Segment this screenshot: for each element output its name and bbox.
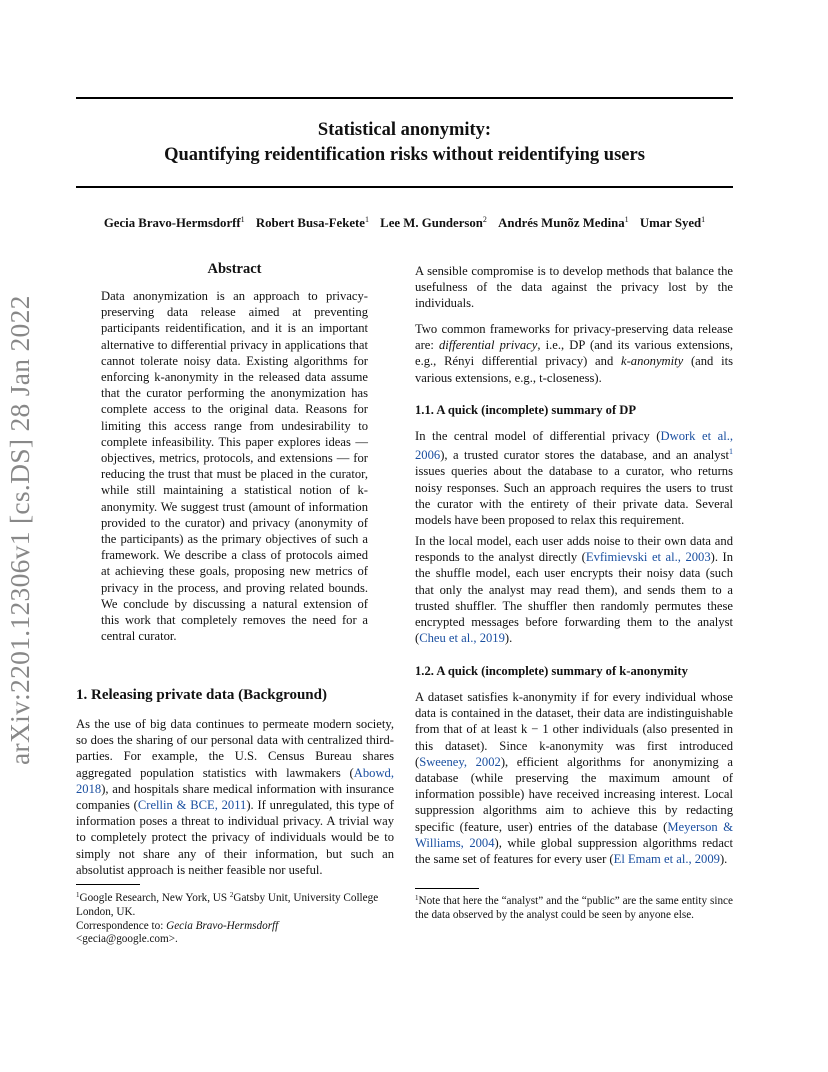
subsection-1-1-heading: 1.1. A quick (incomplete) summary of DP [415,403,637,417]
email[interactable]: <gecia@google.com>. [76,933,178,946]
section-1-body [76,716,394,878]
author: Gecia Bravo-Hermsdorff$^1$ [103,215,245,230]
title-bottom-rule [76,186,733,188]
paper-title [76,118,733,168]
abstract-body [101,288,368,644]
subsection-1-2-heading: 1.2. A quick (incomplete) summary of k-anonymity [415,664,688,678]
right-paragraph-2: Two common frameworks for privacy-preserving data release are: differential privacy, i.e., DP (and its various extensions, e.g., Rényi differential privacy) and k-anonymity (and its various extensions, e.g., t-closeness). [415,322,733,385]
citation-link[interactable]: Evfimievski et al., 2003 [585,550,711,565]
title-line-1: Statistical anonymity: [317,120,492,140]
citation-link[interactable]: El Emam et al., 2009 [613,852,720,867]
affiliation-footnote: $^1$Google Research, New York, US $^2$Gatsby Unit, University College London, UK. Correspondence to: Gecia Bravo-Hermsdorff <gecia@google.com>. [76,889,394,947]
footnote-rule [415,888,479,889]
title-line-2: Quantifying reidentification risks without reidentifying users [164,145,645,165]
author: Lee M. Gunderson$^2$ [380,215,487,230]
author: Umar Syed$^1$ [639,215,706,230]
author: Robert Busa-Fekete$^1$ [255,215,369,230]
corresponding-author: Gecia Bravo-Hermsdorff [166,919,279,932]
footnote-marker[interactable]: 1 [729,447,733,457]
top-rule [76,97,733,99]
paragraph: As the use of big data continues to permeate modern society, so does the sharing of our personal data with centralized third-parties. For example, the U.S. Census Bureau shares aggregated population statistics with lawmakers (Abowd, 2018), and hospitals share medical information with insurance companies (Crellin & BCE, 2011). If unregulated, this type of information poses a threat to individual privacy. A trivial way to completely protect the privacy of individuals would be to simply not share any of their information, but such an absolutist approach is neither feasible nor useful. [76,717,394,877]
dp-paragraph-1: In the central model of differential privacy (Dwork et al., 2006), a trusted curator stores the database, and an analyst$^1$ issues queries about the database to a curator, who returns noisy responses. Such an approach requires the users to trust the curator with the entirety of their private data. Several models have been proposed to relax this requirement. [415,429,734,528]
dp-paragraph-2: In the local model, each user adds noise to their own data and responds to the analyst directly (Evfimievski et al., 2003). In the shuffle model, each user encrypts their noisy data (such that only the analyst may read them), and sends them to a trusted shuffler. The shuffler then randomly permutes these encrypted messages before forwarding them to the analyst (Cheu et al., 2019). [415,534,734,646]
citation-link[interactable]: Cheu et al., 2019 [419,631,505,646]
footnote-rule [76,884,140,885]
citation-link[interactable]: Abowd, 2018 [76,765,394,796]
citation-link[interactable]: Meyerson & Williams, 2004 [415,819,733,850]
citation-link[interactable]: Dwork et al., 2006 [415,429,734,463]
abstract-heading: Abstract [207,261,262,277]
kanon-paragraph: A dataset satisfies k-anonymity if for every individual whose data is contained in the dataset, their data are indistinguishable from that of at least k − 1 other individuals (also presented in this dataset). Since k-anonymity was first introduced (Sweeney, 2002), efficient algorithms for anonymizing a database (while preserving the maximum amount of information possible) have received increasing interest. Local suppression algorithms aim to achieve this by redacting specific (feature, user) entries of the database (Meyerson & Williams, 2004), while global suppression algorithms redact the same set of features for every user (El Emam et al., 2009). [415,690,734,867]
arxiv-stamp: arXiv:2201.12306v1 [cs.DS] 28 Jan 2022 [4,295,35,765]
footnote-1: $^1$Note that here the “analyst” and the “public” are the same entity since the data observed by the analyst could be seen by anyone else. [415,894,733,921]
right-paragraph-1: A sensible compromise is to develop methods that balance the usefulness of the data against the privacy lost by the individuals. [415,264,733,311]
abstract-text: Data anonymization is an approach to privacy-preserving data release aimed at preventing participants reidentification, and it is an important alternative to differential privacy in applications that cannot tolerate noisy data. Existing algorithms for enforcing k-anonymity in the released data assume that the curator performing the anonymization has complete access to the original data. Reasons for limiting this access range from undesirability to complete infeasibility. This paper explores ideas — objectives, metrics, protocols, and extensions — for reducing the trust that must be placed in the curator, while still maintaining a statistical notion of k-anonymity. We suggest trust (amount of information provided to the curator) and privacy (anonymity of the participants) as the primary objectives of such a framework. We describe a class of protocols aimed at achieving these goals, proposing new metrics of privacy in the process, and proving related bounds. We conclude by discussing a natural extension of this work that completely removes the need for a central curator. [101,289,368,644]
author-list [76,215,733,231]
citation-link[interactable]: Crellin & BCE, 2011 [137,798,247,813]
author: Andrés Munõz Medina$^1$ [498,215,629,230]
section-1-heading: 1. Releasing private data (Background) [76,687,327,703]
citation-link[interactable]: Sweeney, 2002 [419,754,501,769]
